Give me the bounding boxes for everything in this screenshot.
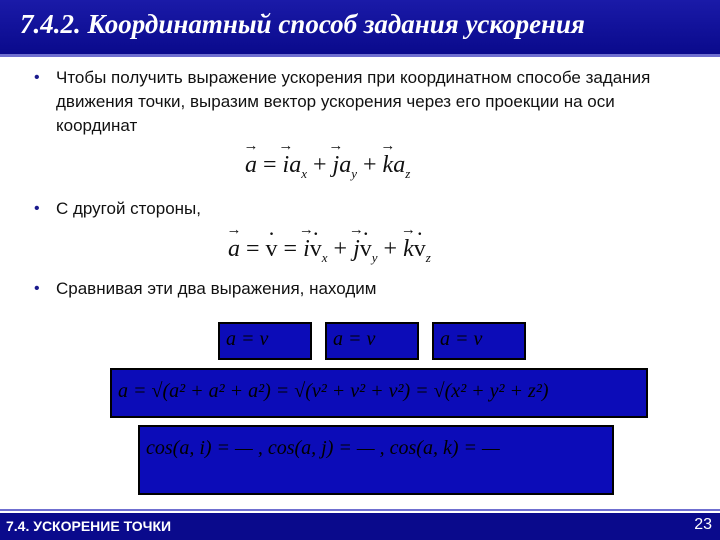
formula-box-direction-cosines xyxy=(138,425,614,495)
vector-a: → a xyxy=(245,152,257,179)
footer-line xyxy=(0,509,720,511)
bullet-2 xyxy=(34,197,434,221)
plus-sign: + xyxy=(383,236,398,262)
page-title: 7.4.2. Координатный способ задания ускорения xyxy=(20,9,585,39)
v-z: v · xyxy=(414,236,426,263)
bullet-dot-icon: • xyxy=(34,280,40,297)
unit-vector-j: → j xyxy=(353,236,360,263)
equals-sign: = xyxy=(263,152,277,178)
formula-acceleration-projections xyxy=(245,152,410,182)
a-y: a xyxy=(339,152,352,178)
formula-box-magnitude xyxy=(110,368,648,418)
sub-z: z xyxy=(425,249,431,265)
equals-sign: = xyxy=(246,236,260,262)
bullet-dot-icon: • xyxy=(34,69,40,86)
v-y: v · xyxy=(360,236,372,263)
formula-box-direction-cosines-text: cos(a, i) = — , cos(a, j) = — , cos(a, k) = — xyxy=(146,437,500,459)
formula-box-ax-text: a = v xyxy=(226,328,269,350)
footer-course: 7.4. УСКОРЕНИЕ ТОЧКИ xyxy=(6,518,172,534)
unit-vector-i: → i xyxy=(303,236,310,263)
formula-box-ay-text: a = v xyxy=(333,328,376,350)
unit-vector-k: → k xyxy=(403,236,414,263)
sub-y: y xyxy=(371,249,378,265)
footer xyxy=(0,513,720,540)
formula-acceleration-velocity xyxy=(228,236,431,266)
plus-sign: + xyxy=(313,152,327,178)
bullet-1-text: Чтобы получить выражение ускорения при координатном способе задания движения точки, выразим вектор ускорения через его проекции на оси координат xyxy=(56,68,651,135)
equals-sign: = xyxy=(283,236,298,262)
sub-z: z xyxy=(405,165,411,181)
formula-box-ay xyxy=(325,322,419,360)
formula-box-az-text: a = v xyxy=(440,328,483,350)
bullet-dot-icon: • xyxy=(34,200,40,217)
bullet-3-text: Сравнивая эти два выражения, находим xyxy=(56,279,377,298)
title-underline xyxy=(0,54,720,57)
plus-sign: + xyxy=(333,236,348,262)
unit-vector-i: → i xyxy=(283,152,290,179)
plus-sign: + xyxy=(363,152,377,178)
sub-y: y xyxy=(351,165,357,181)
bullet-1 xyxy=(34,66,694,138)
vector-a: → a xyxy=(228,236,240,263)
sub-x: x xyxy=(321,249,328,265)
page-number: 23 xyxy=(694,516,712,533)
v-x: v · xyxy=(310,236,322,263)
formula-box-magnitude-text: a = √(a² + a² + a²) = √(v² + v² + v²) = √(x² + y² + z²) xyxy=(118,380,549,402)
formula-box-az xyxy=(432,322,526,360)
unit-vector-k: → k xyxy=(383,152,394,179)
bullet-3 xyxy=(34,277,534,301)
formula-box-ax xyxy=(218,322,312,360)
sub-x: x xyxy=(301,165,307,181)
title-bar xyxy=(0,0,720,54)
unit-vector-j: → j xyxy=(333,152,340,179)
a-z: a xyxy=(393,152,406,178)
velocity-derivative: v · xyxy=(266,236,278,263)
bullet-2-text: С другой стороны, xyxy=(56,199,201,218)
a-x: a xyxy=(289,152,302,178)
